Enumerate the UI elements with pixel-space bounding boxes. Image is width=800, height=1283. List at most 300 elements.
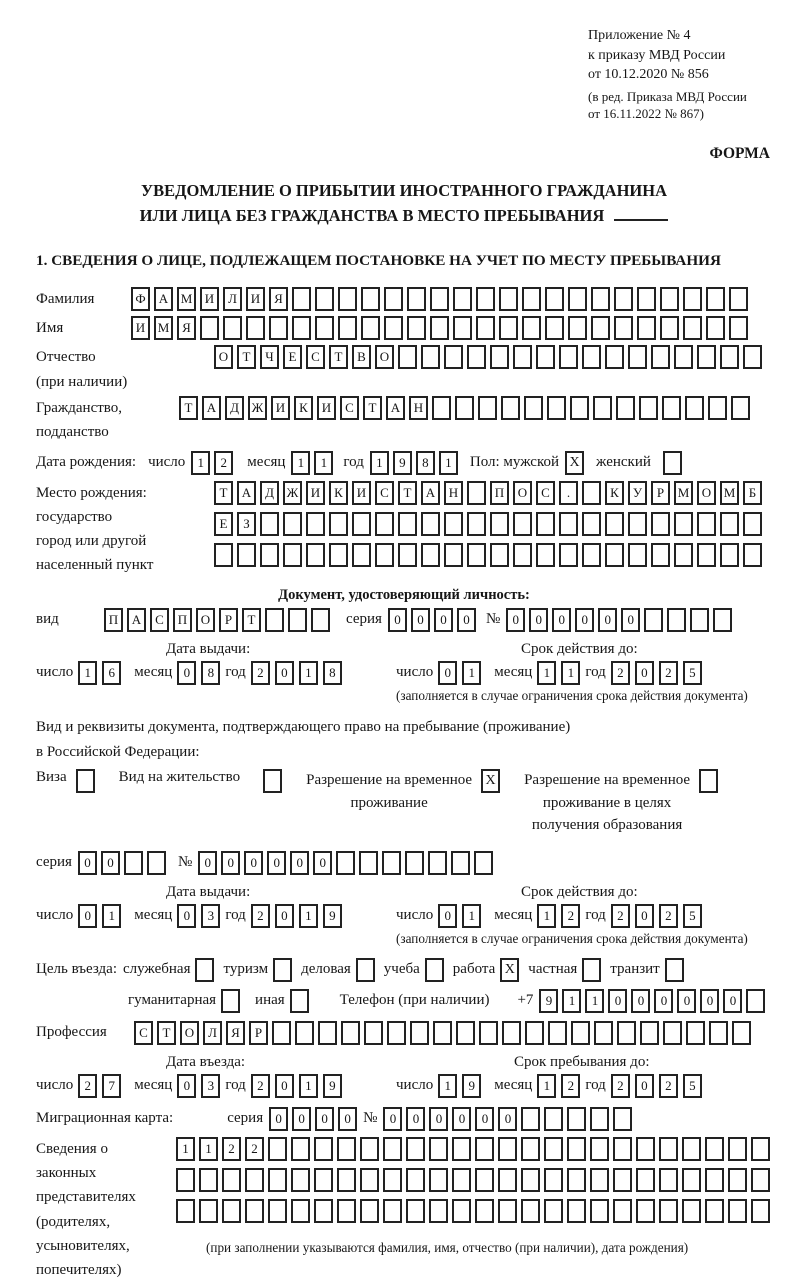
char-cell[interactable] xyxy=(582,543,601,567)
char-cell[interactable]: М xyxy=(720,481,739,505)
char-cell[interactable] xyxy=(544,1137,563,1161)
char-cell[interactable] xyxy=(407,316,426,340)
char-cell[interactable] xyxy=(674,345,693,369)
char-cell[interactable]: 0 xyxy=(429,1107,448,1131)
char-cell[interactable]: 0 xyxy=(457,608,476,632)
temp-permit-edu-checkbox[interactable] xyxy=(699,769,718,793)
char-cell[interactable]: 2 xyxy=(561,904,580,928)
char-cell[interactable] xyxy=(490,512,509,536)
char-cell[interactable] xyxy=(686,1021,705,1045)
char-cell[interactable] xyxy=(708,396,727,420)
char-cell[interactable] xyxy=(513,512,532,536)
char-cell[interactable]: 1 xyxy=(561,661,580,685)
char-cell[interactable] xyxy=(432,396,451,420)
char-cell[interactable]: 2 xyxy=(659,661,678,685)
char-cell[interactable] xyxy=(433,1021,452,1045)
char-cell[interactable]: 0 xyxy=(498,1107,517,1131)
char-cell[interactable]: Р xyxy=(249,1021,268,1045)
char-cell[interactable] xyxy=(683,316,702,340)
char-cell[interactable]: Л xyxy=(203,1021,222,1045)
char-cell[interactable] xyxy=(421,543,440,567)
char-cell[interactable]: 1 xyxy=(199,1137,218,1161)
char-cell[interactable] xyxy=(690,608,709,632)
char-cell[interactable]: 0 xyxy=(434,608,453,632)
char-cell[interactable]: Ч xyxy=(260,345,279,369)
char-cell[interactable]: 0 xyxy=(78,851,97,875)
char-cell[interactable] xyxy=(383,1168,402,1192)
char-cell[interactable]: 0 xyxy=(275,904,294,928)
char-cell[interactable] xyxy=(728,1137,747,1161)
char-cell[interactable]: 1 xyxy=(299,1074,318,1098)
char-cell[interactable]: 0 xyxy=(723,989,742,1013)
char-cell[interactable] xyxy=(705,1168,724,1192)
char-cell[interactable] xyxy=(291,1199,310,1223)
purpose-humanitarian-checkbox[interactable] xyxy=(221,989,240,1013)
char-cell[interactable] xyxy=(617,1021,636,1045)
char-cell[interactable]: Т xyxy=(363,396,382,420)
char-cell[interactable] xyxy=(544,1107,563,1131)
char-cell[interactable]: О xyxy=(180,1021,199,1045)
char-cell[interactable]: 0 xyxy=(598,608,617,632)
char-cell[interactable] xyxy=(311,608,330,632)
char-cell[interactable] xyxy=(360,1168,379,1192)
char-cell[interactable] xyxy=(522,316,541,340)
char-cell[interactable] xyxy=(709,1021,728,1045)
char-cell[interactable]: 0 xyxy=(635,1074,654,1098)
char-cell[interactable] xyxy=(636,1199,655,1223)
char-cell[interactable]: 5 xyxy=(683,904,702,928)
char-cell[interactable] xyxy=(628,512,647,536)
char-cell[interactable]: 0 xyxy=(621,608,640,632)
char-cell[interactable] xyxy=(591,316,610,340)
char-cell[interactable]: Т xyxy=(242,608,261,632)
char-cell[interactable]: 2 xyxy=(611,661,630,685)
char-cell[interactable] xyxy=(567,1107,586,1131)
char-cell[interactable] xyxy=(521,1168,540,1192)
char-cell[interactable]: 0 xyxy=(438,661,457,685)
char-cell[interactable]: 0 xyxy=(177,1074,196,1098)
char-cell[interactable]: 2 xyxy=(245,1137,264,1161)
char-cell[interactable]: И xyxy=(317,396,336,420)
char-cell[interactable] xyxy=(682,1168,701,1192)
purpose-study-checkbox[interactable] xyxy=(425,958,444,982)
char-cell[interactable] xyxy=(582,481,601,505)
char-cell[interactable] xyxy=(176,1168,195,1192)
char-cell[interactable]: Б xyxy=(743,481,762,505)
char-cell[interactable] xyxy=(407,287,426,311)
char-cell[interactable]: Т xyxy=(329,345,348,369)
char-cell[interactable]: 2 xyxy=(78,1074,97,1098)
char-cell[interactable]: 0 xyxy=(438,904,457,928)
char-cell[interactable]: 8 xyxy=(201,661,220,685)
char-cell[interactable]: Н xyxy=(444,481,463,505)
char-cell[interactable] xyxy=(731,396,750,420)
char-cell[interactable] xyxy=(751,1168,770,1192)
char-cell[interactable] xyxy=(467,543,486,567)
char-cell[interactable] xyxy=(306,543,325,567)
char-cell[interactable] xyxy=(637,316,656,340)
char-cell[interactable] xyxy=(590,1107,609,1131)
char-cell[interactable]: 0 xyxy=(677,989,696,1013)
char-cell[interactable] xyxy=(682,1199,701,1223)
char-cell[interactable] xyxy=(674,512,693,536)
char-cell[interactable] xyxy=(636,1168,655,1192)
char-cell[interactable] xyxy=(260,543,279,567)
char-cell[interactable]: О xyxy=(375,345,394,369)
char-cell[interactable] xyxy=(260,512,279,536)
char-cell[interactable] xyxy=(498,1199,517,1223)
char-cell[interactable] xyxy=(660,287,679,311)
char-cell[interactable] xyxy=(705,1137,724,1161)
char-cell[interactable] xyxy=(544,1199,563,1223)
char-cell[interactable]: А xyxy=(421,481,440,505)
char-cell[interactable]: 0 xyxy=(267,851,286,875)
char-cell[interactable]: 0 xyxy=(244,851,263,875)
char-cell[interactable]: 0 xyxy=(388,608,407,632)
char-cell[interactable]: 1 xyxy=(462,661,481,685)
char-cell[interactable] xyxy=(659,1199,678,1223)
char-cell[interactable]: 2 xyxy=(251,661,270,685)
char-cell[interactable]: 2 xyxy=(611,1074,630,1098)
char-cell[interactable]: И xyxy=(246,287,265,311)
char-cell[interactable] xyxy=(337,1199,356,1223)
char-cell[interactable]: 0 xyxy=(635,904,654,928)
char-cell[interactable] xyxy=(685,396,704,420)
char-cell[interactable]: 0 xyxy=(275,661,294,685)
char-cell[interactable] xyxy=(124,851,143,875)
char-cell[interactable]: 0 xyxy=(198,851,217,875)
char-cell[interactable]: 0 xyxy=(78,904,97,928)
char-cell[interactable] xyxy=(200,316,219,340)
char-cell[interactable]: 8 xyxy=(416,451,435,475)
char-cell[interactable] xyxy=(637,287,656,311)
char-cell[interactable] xyxy=(406,1168,425,1192)
char-cell[interactable] xyxy=(246,316,265,340)
char-cell[interactable]: 1 xyxy=(102,904,121,928)
char-cell[interactable] xyxy=(614,287,633,311)
char-cell[interactable] xyxy=(697,345,716,369)
char-cell[interactable] xyxy=(337,1137,356,1161)
char-cell[interactable] xyxy=(667,608,686,632)
char-cell[interactable]: 0 xyxy=(177,661,196,685)
char-cell[interactable]: 3 xyxy=(201,1074,220,1098)
char-cell[interactable] xyxy=(318,1021,337,1045)
char-cell[interactable] xyxy=(548,1021,567,1045)
char-cell[interactable] xyxy=(406,1199,425,1223)
char-cell[interactable]: П xyxy=(173,608,192,632)
char-cell[interactable] xyxy=(640,1021,659,1045)
char-cell[interactable]: 0 xyxy=(221,851,240,875)
char-cell[interactable] xyxy=(616,396,635,420)
char-cell[interactable] xyxy=(545,287,564,311)
char-cell[interactable]: 0 xyxy=(315,1107,334,1131)
purpose-transit-checkbox[interactable] xyxy=(665,958,684,982)
char-cell[interactable]: 6 xyxy=(102,661,121,685)
char-cell[interactable]: К xyxy=(605,481,624,505)
char-cell[interactable]: О xyxy=(196,608,215,632)
char-cell[interactable] xyxy=(728,1199,747,1223)
char-cell[interactable] xyxy=(544,1168,563,1192)
char-cell[interactable] xyxy=(499,287,518,311)
char-cell[interactable] xyxy=(314,1137,333,1161)
char-cell[interactable] xyxy=(383,1199,402,1223)
char-cell[interactable]: 0 xyxy=(177,904,196,928)
char-cell[interactable] xyxy=(743,345,762,369)
char-cell[interactable] xyxy=(502,1021,521,1045)
char-cell[interactable] xyxy=(430,316,449,340)
char-cell[interactable]: С xyxy=(150,608,169,632)
char-cell[interactable] xyxy=(428,851,447,875)
char-cell[interactable] xyxy=(524,396,543,420)
char-cell[interactable] xyxy=(341,1021,360,1045)
char-cell[interactable] xyxy=(292,316,311,340)
char-cell[interactable] xyxy=(605,512,624,536)
char-cell[interactable] xyxy=(405,851,424,875)
char-cell[interactable] xyxy=(613,1168,632,1192)
char-cell[interactable] xyxy=(513,543,532,567)
char-cell[interactable]: Ж xyxy=(283,481,302,505)
purpose-business-checkbox[interactable] xyxy=(356,958,375,982)
char-cell[interactable]: 1 xyxy=(299,904,318,928)
char-cell[interactable] xyxy=(746,989,765,1013)
char-cell[interactable] xyxy=(429,1137,448,1161)
purpose-tourism-checkbox[interactable] xyxy=(273,958,292,982)
char-cell[interactable] xyxy=(567,1199,586,1223)
char-cell[interactable]: А xyxy=(154,287,173,311)
char-cell[interactable] xyxy=(338,287,357,311)
char-cell[interactable]: 9 xyxy=(323,904,342,928)
char-cell[interactable] xyxy=(644,608,663,632)
char-cell[interactable] xyxy=(568,316,587,340)
char-cell[interactable] xyxy=(590,1199,609,1223)
char-cell[interactable]: 0 xyxy=(383,1107,402,1131)
char-cell[interactable] xyxy=(729,287,748,311)
char-cell[interactable]: 1 xyxy=(562,989,581,1013)
char-cell[interactable]: 1 xyxy=(438,1074,457,1098)
char-cell[interactable] xyxy=(452,1199,471,1223)
char-cell[interactable]: 9 xyxy=(393,451,412,475)
char-cell[interactable]: Т xyxy=(214,481,233,505)
char-cell[interactable]: М xyxy=(154,316,173,340)
char-cell[interactable] xyxy=(525,1021,544,1045)
char-cell[interactable]: М xyxy=(674,481,693,505)
char-cell[interactable]: 1 xyxy=(537,661,556,685)
char-cell[interactable]: 2 xyxy=(659,904,678,928)
char-cell[interactable]: 1 xyxy=(314,451,333,475)
char-cell[interactable]: 0 xyxy=(275,1074,294,1098)
char-cell[interactable] xyxy=(398,345,417,369)
char-cell[interactable] xyxy=(478,396,497,420)
char-cell[interactable]: С xyxy=(375,481,394,505)
char-cell[interactable] xyxy=(375,543,394,567)
char-cell[interactable] xyxy=(475,1137,494,1161)
char-cell[interactable]: 2 xyxy=(611,904,630,928)
char-cell[interactable] xyxy=(387,1021,406,1045)
char-cell[interactable]: 0 xyxy=(269,1107,288,1131)
char-cell[interactable]: 5 xyxy=(683,1074,702,1098)
char-cell[interactable] xyxy=(729,316,748,340)
char-cell[interactable]: 0 xyxy=(631,989,650,1013)
char-cell[interactable] xyxy=(567,1137,586,1161)
char-cell[interactable] xyxy=(444,345,463,369)
char-cell[interactable] xyxy=(410,1021,429,1045)
char-cell[interactable]: О xyxy=(513,481,532,505)
char-cell[interactable] xyxy=(398,512,417,536)
char-cell[interactable] xyxy=(283,512,302,536)
char-cell[interactable]: Т xyxy=(237,345,256,369)
char-cell[interactable]: П xyxy=(104,608,123,632)
char-cell[interactable]: . xyxy=(559,481,578,505)
char-cell[interactable] xyxy=(720,512,739,536)
char-cell[interactable] xyxy=(490,543,509,567)
char-cell[interactable] xyxy=(743,543,762,567)
char-cell[interactable]: К xyxy=(329,481,348,505)
char-cell[interactable] xyxy=(329,512,348,536)
char-cell[interactable]: Т xyxy=(398,481,417,505)
char-cell[interactable] xyxy=(384,287,403,311)
char-cell[interactable]: 0 xyxy=(475,1107,494,1131)
char-cell[interactable] xyxy=(498,1137,517,1161)
purpose-work-checkbox[interactable]: X xyxy=(500,958,519,982)
char-cell[interactable] xyxy=(682,1137,701,1161)
char-cell[interactable] xyxy=(663,1021,682,1045)
char-cell[interactable]: А xyxy=(386,396,405,420)
char-cell[interactable] xyxy=(476,287,495,311)
char-cell[interactable] xyxy=(594,1021,613,1045)
char-cell[interactable] xyxy=(453,316,472,340)
char-cell[interactable] xyxy=(613,1107,632,1131)
char-cell[interactable] xyxy=(455,396,474,420)
char-cell[interactable]: 0 xyxy=(411,608,430,632)
purpose-other-checkbox[interactable] xyxy=(290,989,309,1013)
char-cell[interactable]: 2 xyxy=(251,904,270,928)
char-cell[interactable]: Л xyxy=(223,287,242,311)
char-cell[interactable] xyxy=(571,1021,590,1045)
char-cell[interactable]: 1 xyxy=(176,1137,195,1161)
char-cell[interactable] xyxy=(421,512,440,536)
char-cell[interactable]: Т xyxy=(179,396,198,420)
char-cell[interactable] xyxy=(536,512,555,536)
char-cell[interactable] xyxy=(444,543,463,567)
char-cell[interactable] xyxy=(547,396,566,420)
char-cell[interactable] xyxy=(476,316,495,340)
char-cell[interactable] xyxy=(659,1137,678,1161)
char-cell[interactable] xyxy=(713,608,732,632)
char-cell[interactable] xyxy=(176,1199,195,1223)
char-cell[interactable]: 5 xyxy=(683,661,702,685)
char-cell[interactable] xyxy=(705,1199,724,1223)
char-cell[interactable] xyxy=(359,851,378,875)
char-cell[interactable] xyxy=(268,1168,287,1192)
char-cell[interactable]: 1 xyxy=(537,1074,556,1098)
char-cell[interactable] xyxy=(360,1199,379,1223)
char-cell[interactable]: 9 xyxy=(323,1074,342,1098)
char-cell[interactable]: 0 xyxy=(654,989,673,1013)
visa-checkbox[interactable] xyxy=(76,769,95,793)
char-cell[interactable]: 0 xyxy=(506,608,525,632)
char-cell[interactable] xyxy=(452,1168,471,1192)
char-cell[interactable] xyxy=(265,608,284,632)
char-cell[interactable] xyxy=(467,345,486,369)
char-cell[interactable] xyxy=(591,287,610,311)
char-cell[interactable] xyxy=(214,543,233,567)
char-cell[interactable] xyxy=(352,543,371,567)
char-cell[interactable]: А xyxy=(127,608,146,632)
char-cell[interactable]: Н xyxy=(409,396,428,420)
char-cell[interactable]: Я xyxy=(269,287,288,311)
char-cell[interactable] xyxy=(291,1168,310,1192)
char-cell[interactable] xyxy=(683,287,702,311)
char-cell[interactable] xyxy=(521,1137,540,1161)
char-cell[interactable] xyxy=(421,345,440,369)
char-cell[interactable] xyxy=(336,851,355,875)
char-cell[interactable]: В xyxy=(352,345,371,369)
char-cell[interactable] xyxy=(429,1199,448,1223)
sex-male-checkbox[interactable]: X xyxy=(565,451,584,475)
char-cell[interactable] xyxy=(639,396,658,420)
char-cell[interactable]: Е xyxy=(283,345,302,369)
char-cell[interactable] xyxy=(545,316,564,340)
char-cell[interactable] xyxy=(147,851,166,875)
char-cell[interactable] xyxy=(706,287,725,311)
char-cell[interactable] xyxy=(651,543,670,567)
purpose-private-checkbox[interactable] xyxy=(582,958,601,982)
char-cell[interactable] xyxy=(352,512,371,536)
char-cell[interactable]: 1 xyxy=(462,904,481,928)
char-cell[interactable] xyxy=(559,345,578,369)
char-cell[interactable]: 0 xyxy=(575,608,594,632)
char-cell[interactable] xyxy=(582,345,601,369)
char-cell[interactable] xyxy=(521,1107,540,1131)
char-cell[interactable] xyxy=(490,345,509,369)
char-cell[interactable] xyxy=(582,512,601,536)
char-cell[interactable] xyxy=(513,345,532,369)
char-cell[interactable] xyxy=(568,287,587,311)
char-cell[interactable] xyxy=(522,287,541,311)
char-cell[interactable] xyxy=(593,396,612,420)
char-cell[interactable]: П xyxy=(490,481,509,505)
purpose-official-checkbox[interactable] xyxy=(195,958,214,982)
char-cell[interactable] xyxy=(662,396,681,420)
char-cell[interactable] xyxy=(697,543,716,567)
char-cell[interactable] xyxy=(628,345,647,369)
char-cell[interactable]: Я xyxy=(226,1021,245,1045)
char-cell[interactable] xyxy=(429,1168,448,1192)
char-cell[interactable] xyxy=(559,543,578,567)
char-cell[interactable] xyxy=(651,345,670,369)
char-cell[interactable] xyxy=(364,1021,383,1045)
char-cell[interactable]: 1 xyxy=(291,451,310,475)
char-cell[interactable] xyxy=(605,543,624,567)
temp-permit-checkbox[interactable]: X xyxy=(481,769,500,793)
char-cell[interactable] xyxy=(237,543,256,567)
char-cell[interactable] xyxy=(475,1199,494,1223)
char-cell[interactable]: 3 xyxy=(201,904,220,928)
char-cell[interactable] xyxy=(521,1199,540,1223)
char-cell[interactable] xyxy=(498,1168,517,1192)
char-cell[interactable]: 9 xyxy=(539,989,558,1013)
char-cell[interactable]: О xyxy=(214,345,233,369)
char-cell[interactable] xyxy=(245,1199,264,1223)
char-cell[interactable] xyxy=(292,287,311,311)
char-cell[interactable] xyxy=(536,543,555,567)
char-cell[interactable] xyxy=(590,1137,609,1161)
char-cell[interactable] xyxy=(660,316,679,340)
char-cell[interactable] xyxy=(329,543,348,567)
char-cell[interactable]: У xyxy=(628,481,647,505)
char-cell[interactable] xyxy=(375,512,394,536)
char-cell[interactable]: Т xyxy=(157,1021,176,1045)
